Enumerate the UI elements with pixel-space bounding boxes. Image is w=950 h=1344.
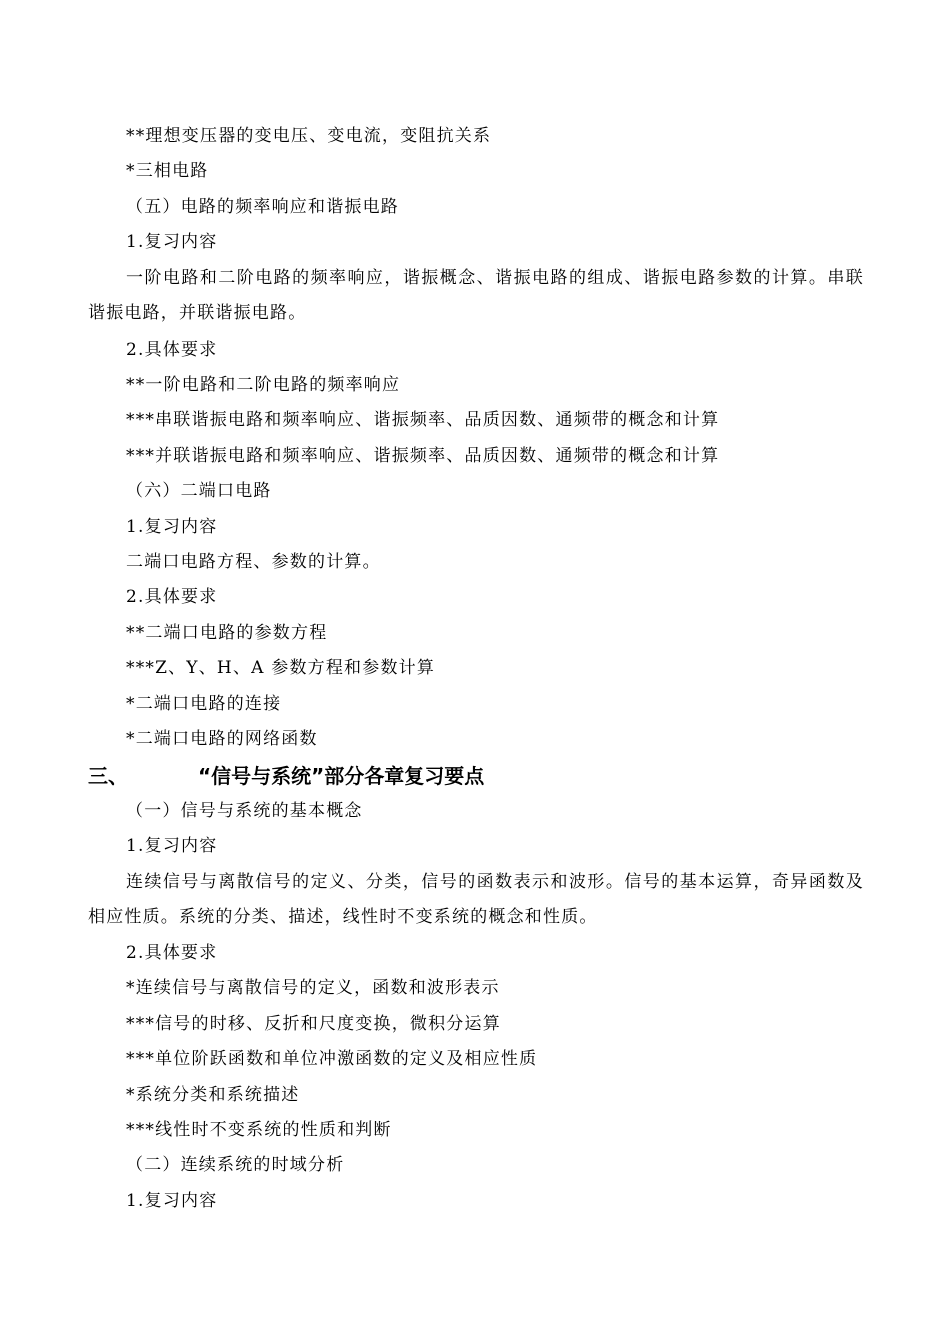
- paragraph-frequency-response: 一阶电路和二阶电路的频率响应，谐振概念、谐振电路的组成、谐振电路参数的计算。串联谐振电路，并联谐振电路。: [88, 268, 864, 323]
- subsection-title: 2.具体要求: [126, 340, 218, 360]
- text-line: ***单位阶跃函数和单位冲激函数的定义及相应性质: [126, 1049, 538, 1069]
- text-line: ***线性时不变系统的性质和判断: [126, 1120, 392, 1140]
- subsection-title: 1.复习内容: [126, 836, 218, 856]
- text-line: *二端口电路的网络函数: [126, 729, 318, 749]
- text-line: *系统分类和系统描述: [126, 1085, 300, 1105]
- subsection-title: 1.复习内容: [126, 232, 218, 252]
- subsection-title: 1.复习内容: [126, 517, 218, 537]
- chapter-heading: [88, 763, 484, 789]
- paragraph-signals: 连续信号与离散信号的定义、分类，信号的函数表示和波形。信号的基本运算，奇异函数及相应性质。系统的分类、描述，线性时不变系统的概念和性质。: [88, 872, 864, 927]
- section-title: （五）电路的频率响应和谐振电路: [126, 197, 399, 217]
- text-line: **二端口电路的参数方程: [126, 623, 328, 643]
- subsection-title: 2.具体要求: [126, 943, 218, 963]
- text-line: ***Z、Y、H、A 参数方程和参数计算: [126, 658, 436, 678]
- text-line: *连续信号与离散信号的定义，函数和波形表示: [126, 978, 500, 998]
- text-line: ***串联谐振电路和频率响应、谐振频率、品质因数、通频带的概念和计算: [126, 410, 720, 430]
- text-line: ***并联谐振电路和频率响应、谐振频率、品质因数、通频带的概念和计算: [126, 446, 720, 466]
- text-line: 二端口电路方程、参数的计算。: [126, 552, 381, 572]
- text-line: ***信号的时移、反折和尺度变换，微积分运算: [126, 1014, 501, 1034]
- text-line: *二端口电路的连接: [126, 694, 282, 714]
- subsection-title: 2.具体要求: [126, 587, 218, 607]
- section-title: （一）信号与系统的基本概念: [126, 801, 363, 821]
- section-title: （六）二端口电路: [126, 481, 272, 501]
- text-line: **理想变压器的变电压、变电流，变阻抗关系: [126, 126, 492, 146]
- chapter-title: “信号与系统”部分各章复习要点: [198, 764, 485, 788]
- section-title: （二）连续系统的时域分析: [126, 1155, 345, 1175]
- text-line: *三相电路: [126, 161, 209, 181]
- subsection-title: 1.复习内容: [126, 1191, 218, 1211]
- chapter-number: 三、: [88, 764, 128, 788]
- text-line: **一阶电路和二阶电路的频率响应: [126, 375, 401, 395]
